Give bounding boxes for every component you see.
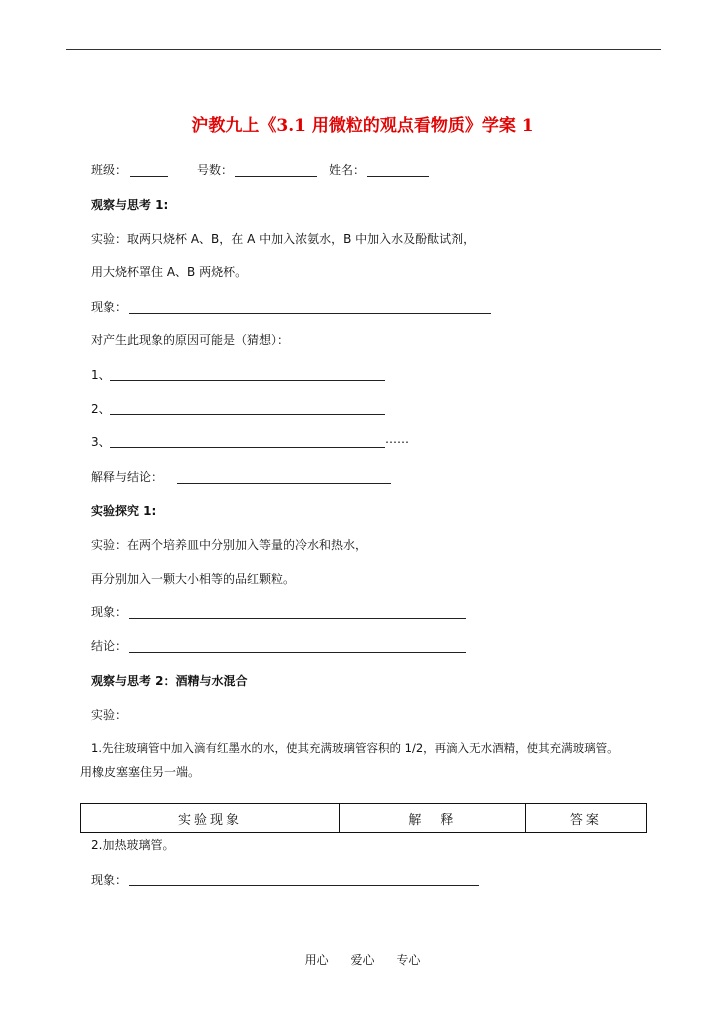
section1-phenomenon-label: 现象： <box>91 300 128 314</box>
guess1-label: 1、 <box>91 368 111 382</box>
section1-heading: 观察与思考 1: <box>91 198 169 212</box>
guess2-label: 2、 <box>91 402 111 416</box>
section3-heading: 观察与思考 2：酒精与水混合 <box>91 674 248 688</box>
section1-exp-line1: 实验：取两只烧杯 A、B，在 A 中加入浓氨水，B 中加入水及酚酞试剂， <box>91 232 476 246</box>
step1-line2: 用橡皮塞塞住另一端。 <box>80 765 201 779</box>
section1-exp-line2: 用大烧杯罩住 A、B 两烧杯。 <box>91 265 248 279</box>
footer-item: 专心 <box>396 953 421 967</box>
table-header-row <box>81 804 647 833</box>
footer-item: 爱心 <box>350 953 375 967</box>
section1-conclusion-label: 解释与结论： <box>91 470 164 484</box>
header-answer: 答案 <box>525 804 646 833</box>
page-title: 沪教九上《3.1 用微粒的观点看物质》学案 1 <box>191 116 534 136</box>
name-blank[interactable] <box>367 176 429 177</box>
section2-exp-line1: 实验：在两个培养皿中分别加入等量的冷水和热水， <box>91 538 368 552</box>
guess1-blank[interactable] <box>110 380 385 381</box>
section1-phenomenon-blank[interactable] <box>129 313 491 314</box>
section2-heading: 实验探究 1: <box>91 504 157 518</box>
guess3-label: 3、 <box>91 435 111 449</box>
class-label: 班级： <box>91 163 128 177</box>
section2-exp-line2: 再分别加入一颗大小相等的品红颗粒。 <box>91 572 296 586</box>
section2-phenomenon-label: 现象： <box>91 605 128 619</box>
section2-conclusion-blank[interactable] <box>129 652 466 653</box>
section3-phenomenon-label: 现象： <box>91 873 128 887</box>
step2: 2.加热玻璃管。 <box>91 838 175 852</box>
footer <box>0 951 725 968</box>
section3-exp-label: 实验： <box>91 708 128 722</box>
number-label: 号数： <box>197 163 234 177</box>
section3-phenomenon-blank[interactable] <box>129 885 479 886</box>
header-explanation: 解 释 <box>340 804 526 833</box>
guess3-blank[interactable] <box>110 447 385 448</box>
section2-phenomenon-blank[interactable] <box>129 618 466 619</box>
step1-line1: 1.先往玻璃管中加入滴有红墨水的水，使其充满玻璃管容积的 1/2，再滴入无水酒精，使其充满玻璃管。 <box>91 741 619 755</box>
name-label: 姓名： <box>329 163 366 177</box>
header-rule <box>66 49 661 50</box>
section2-conclusion-label: 结论： <box>91 639 128 653</box>
header-phenomenon: 实验现象 <box>81 804 340 833</box>
guess2-blank[interactable] <box>110 414 385 415</box>
result-table <box>80 803 647 833</box>
section1-conclusion-blank[interactable] <box>177 483 391 484</box>
number-blank[interactable] <box>235 176 317 177</box>
class-blank[interactable] <box>130 176 168 177</box>
guess-ellipsis: …… <box>385 432 409 446</box>
guess-prompt: 对产生此现象的原因可能是（猜想）： <box>91 333 290 347</box>
footer-item: 用心 <box>304 953 329 967</box>
